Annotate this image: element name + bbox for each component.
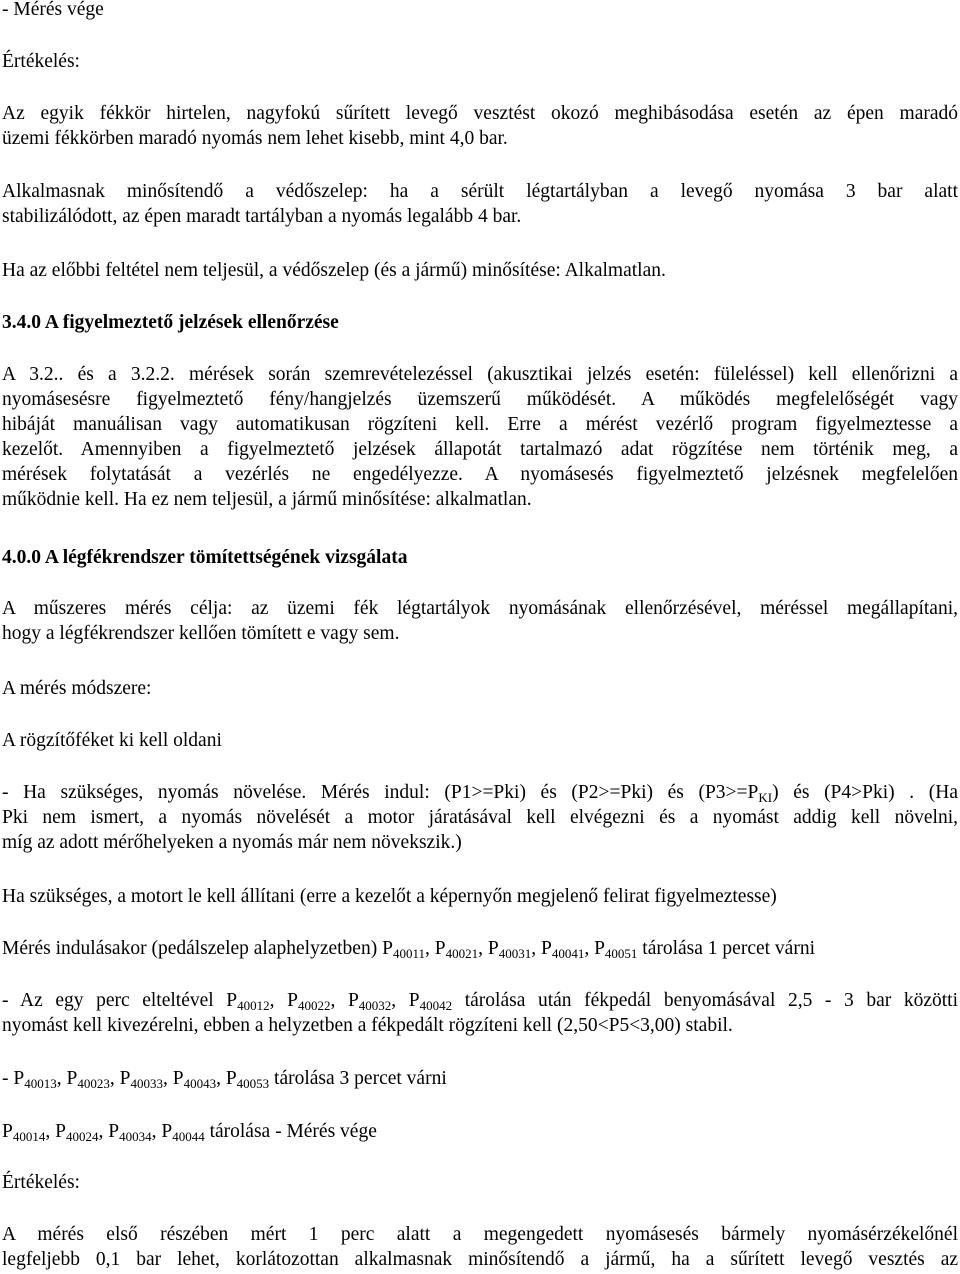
text-line: - Mérés vége xyxy=(2,0,104,20)
measurement-label: P xyxy=(55,1121,66,1142)
section-title: A légfékrendszer tömítettségének vizsgálata xyxy=(44,547,408,568)
measurement-label: P xyxy=(226,990,238,1011)
text-line: Értékelés: xyxy=(2,1172,80,1193)
subscript: 40031 xyxy=(498,946,532,961)
measurement-label: P xyxy=(594,938,605,959)
text-run: - Ha szükséges, nyomás növelése. Mérés indul: (P1>=Pki) és (P2>=Pki) és (P3>=P xyxy=(2,782,759,803)
subscript: KI xyxy=(758,790,773,805)
text-run: ) és (P4>Pki) . (Ha xyxy=(772,782,958,803)
section-number: 3.4.0 xyxy=(2,312,41,333)
subscript: 40022 xyxy=(297,998,331,1013)
text-run: - xyxy=(2,1068,14,1089)
subscript: 40042 xyxy=(419,998,453,1013)
text-line xyxy=(2,988,958,1013)
subscript: 40041 xyxy=(551,946,585,961)
section-title: A figyelmeztető jelzések ellenőrzése xyxy=(44,312,339,333)
subscript: 40012 xyxy=(237,998,270,1013)
text-line: A rögzítőféket ki kell oldani xyxy=(2,730,222,751)
subscript: 40043 xyxy=(183,1076,217,1091)
measurement-label: P xyxy=(119,1068,131,1089)
measurement-label: P xyxy=(13,1068,25,1089)
measurement-label: P xyxy=(161,1121,173,1142)
text-line: Az egyik fékkör hirtelen, nagyfokú sűrített levegő vesztést okozó meghibásodása esetén az épen maradó xyxy=(2,103,958,124)
separator: , xyxy=(584,938,595,959)
subscript: 40034 xyxy=(119,1129,152,1144)
text-line: nyomást kell kivezérelni, ebben a helyzetben a fékpedált rögzíteni kell (2,50<P5<3,00) stabil. xyxy=(2,1015,733,1036)
text-line xyxy=(2,1066,958,1091)
text-line xyxy=(2,1119,958,1144)
text-run: Mérés indulásakor (pedálszelep alaphelyzetben) xyxy=(2,938,383,959)
text-line: Ha szükséges, a motort le kell állítani (erre a kezelőt a képernyőn megjelenő felirat figyelmeztesse) xyxy=(2,886,777,907)
subscript: 40013 xyxy=(24,1076,57,1091)
measurement-label: P xyxy=(287,990,298,1011)
measurement-label: P xyxy=(382,938,393,959)
paragraph xyxy=(2,362,958,512)
text-line xyxy=(2,936,958,961)
measurement-label: P xyxy=(225,1068,237,1089)
measurement-label: P xyxy=(408,990,420,1011)
measurement-label: P xyxy=(2,1121,13,1142)
subscript: 40053 xyxy=(236,1076,270,1091)
text-line: működnie kell. Ha ez nem teljesül, a jármű minősítése: alkalmatlan. xyxy=(2,489,532,510)
text-line: A műszeres mérés célja: az üzemi fék légtartályok nyomásának ellenőrzésével, méréssel megállapítani, xyxy=(2,598,958,619)
measurement-label: P xyxy=(66,1068,78,1089)
subscript: 40023 xyxy=(77,1076,110,1091)
text-line xyxy=(2,780,958,805)
measurement-label: P xyxy=(540,938,552,959)
paragraph xyxy=(2,780,958,855)
section-heading xyxy=(2,545,958,570)
paragraph xyxy=(2,1222,958,1272)
separator: , xyxy=(162,1068,173,1089)
subscript: 40021 xyxy=(445,946,479,961)
text-line: Értékelés: xyxy=(2,51,80,72)
separator: , xyxy=(531,938,541,959)
separator: , xyxy=(98,1121,109,1142)
subscript: 40051 xyxy=(604,946,638,961)
text-line: mérések folytatását a vezérlés ne engedélyezze. A nyomásesés figyelmeztető jelzésnek megfelelően xyxy=(2,464,958,485)
text-line: hibáját manuálisan vagy automatikusan rögzíteni kell. Erre a mérést vezérlő program figyelmeztesse a xyxy=(2,414,958,435)
text-line: üzemi fékkörben maradó nyomás nem lehet kisebb, mint 4,0 bar. xyxy=(2,128,508,149)
separator: , xyxy=(45,1121,56,1142)
text-run: tárolása - Mérés vége xyxy=(204,1121,377,1142)
measurement-label: P xyxy=(108,1121,120,1142)
separator: , xyxy=(216,1068,226,1089)
text-line: legfeljebb 0,1 bar lehet, korlátozottan alkalmasnak minősítendő a jármű, ha a sűrített levegő vesztés az xyxy=(2,1249,958,1270)
text-line: hogy a légfékrendszer kellően tömített e vagy sem. xyxy=(2,623,400,644)
subscript: 40044 xyxy=(172,1129,205,1144)
text-line: A mérés első részében mért 1 perc alatt a megengedett nyomásesés bármely nyomásérzékelőnél xyxy=(2,1224,958,1245)
separator: , xyxy=(478,938,488,959)
text-line: Pki nem ismert, a nyomás növelését a motor járatásával kell elvégezni és a nyomást addig kell növelni, xyxy=(2,807,958,828)
separator: , xyxy=(56,1068,67,1089)
text-line: A 3.2.. és a 3.2.2. mérések során szemrevételezéssel (akusztikai jelzés esetén: füleléssel) kell ellenőrizni a xyxy=(2,364,958,385)
measurement-label: P xyxy=(172,1068,184,1089)
text-line: stabilizálódott, az épen maradt tartályban a nyomás legalább 4 bar. xyxy=(2,206,522,227)
text-line: A mérés módszere: xyxy=(2,678,152,699)
paragraph xyxy=(2,596,958,646)
text-line: nyomásesésre figyelmeztető fény/hangjelzés üzemszerű működését. A működés megfelelőségét vagy xyxy=(2,389,958,410)
text-line: kezelőt. Amennyiben a figyelmeztető jelzések állapotát tartalmazó adat rögzítése nem történik meg, a xyxy=(2,439,958,460)
subscript: 40024 xyxy=(65,1129,99,1144)
separator: , xyxy=(424,938,435,959)
text-run: tárolása 3 percet várni xyxy=(269,1068,447,1089)
text-run: tárolása 1 percet várni xyxy=(637,938,815,959)
subscript: 40014 xyxy=(12,1129,46,1144)
subscript: 40033 xyxy=(130,1076,163,1091)
separator: , xyxy=(330,990,348,1011)
text-line: míg az adott mérőhelyeken a nyomás már nem növekszik.) xyxy=(2,832,462,853)
separator: , xyxy=(109,1068,120,1089)
subscript: 40032 xyxy=(358,998,392,1013)
separator: , xyxy=(151,1121,162,1142)
separator: , xyxy=(269,990,288,1011)
measurement-label: P xyxy=(487,938,499,959)
text-run: tárolása után fékpedál benyomásával 2,5 - 3 bar közötti xyxy=(452,990,958,1011)
measurement-label: P xyxy=(434,938,446,959)
text-run: - Az egy perc elteltével xyxy=(2,990,227,1011)
text-line: Alkalmasnak minősítendő a védőszelep: ha a sérült légtartályban a levegő nyomása 3 bar alatt xyxy=(2,181,958,202)
paragraph xyxy=(2,988,958,1038)
subscript: 40011 xyxy=(392,946,425,961)
separator: , xyxy=(391,990,409,1011)
text-line: Ha az előbbi feltétel nem teljesül, a védőszelep (és a jármű) minősítése: Alkalmatlan. xyxy=(2,260,666,281)
paragraph xyxy=(2,101,958,151)
paragraph xyxy=(2,179,958,229)
measurement-label: P xyxy=(347,990,359,1011)
section-number: 4.0.0 xyxy=(2,547,41,568)
section-heading xyxy=(2,310,958,335)
